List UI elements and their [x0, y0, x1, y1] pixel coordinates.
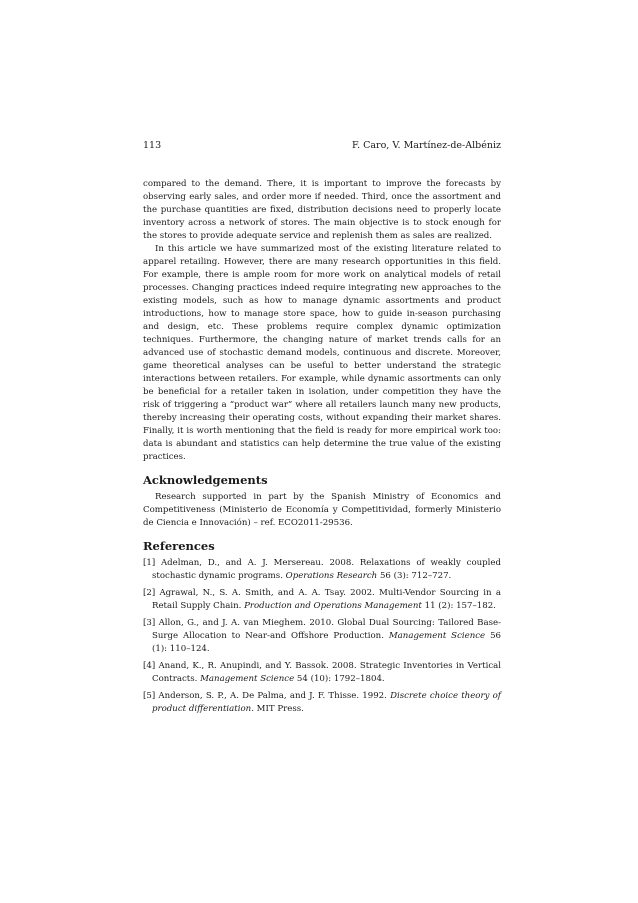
body-paragraph-1: compared to the demand. There, it is important to improve the forecasts by observing early sales, and order more if needed. Third, once the assortment and the purchase quantities are fixed, distribution decisions need to properly locate inventory across a network of stores. The main objective is to stock enough for the stores to provide adequate service and replenish them as sales are realized. — [143, 179, 501, 241]
body-paragraph-2: In this article we have summarized most of the existing literature related to apparel retailing. However, there are many research opportunities in this field. For example, there is ample room for more work on analytical models of retail processes. Changing practices indeed require integrating new approaches to the existing models, such as how to manage dynamic assortments and product introductions, how to manage store space, how to guide in-season purchasing and design, etc. These problems require complex dynamic optimization techniques. Furthermore, the changing nature of market trends calls for an advanced use of stochastic demand models, continuous and discrete. Moreover, game theoretical analyses can be useful to better understand the strategic interactions between retailers. For example, while dynamic assortments can only be beneficial for a retailer taken in isolation, under competition they have the risk of triggering a “product war” where all retailers launch many new products, thereby increasing their operating costs, without expanding their market shares. Finally, it is worth mentioning that the field is ready for more empirical work too: data is abundant and statistics can help determine the true value of the existing practices. — [143, 244, 501, 462]
references-heading: References — [143, 539, 215, 553]
reference-item-3: [3] Allon, G., and J. A. van Mieghem. 2010. Global Dual Sourcing: Tailored Base-Surge Allocation to Near-and Offshore Production. Management Science 56 (1): 110–124. — [143, 618, 502, 654]
reference-item-5: [5] Anderson, S. P., A. De Palma, and J. F. Thisse. 1992. Discrete choice theory of product differentiation. MIT Press. — [143, 691, 501, 714]
acknowledgements-heading: Acknowledgements — [143, 473, 268, 487]
running-authors: F. Caro, V. Martínez-de-Albéniz — [351, 140, 501, 151]
reference-list — [143, 557, 501, 716]
acknowledgements-text: Research supported in part by the Spanish Ministry of Economics and Competitiveness (Ministerio de Economía y Competitividad, formerly Ministerio de Ciencia e Innovación) – ref. ECO2011-29536. — [143, 492, 501, 528]
reference-item-2: [2] Agrawal, N., S. A. Smith, and A. A. Tsay. 2002. Multi-Vendor Sourcing in a Retail Supply Chain. Production and Operations Management 11 (2): 157–182. — [143, 588, 501, 611]
reference-item-1: [1] Adelman, D., and A. J. Mersereau. 2008. Relaxations of weakly coupled stochastic dynamic programs. Operations Research 56 (3): 712–727. — [143, 558, 501, 581]
main-text-column — [143, 178, 501, 720]
reference-item-4: [4] Anand, K., R. Anupindi, and Y. Bassok. 2008. Strategic Inventories in Vertical Contracts. Management Science 54 (10): 1792–1804. — [143, 661, 501, 684]
page-number: 113 — [143, 140, 162, 151]
